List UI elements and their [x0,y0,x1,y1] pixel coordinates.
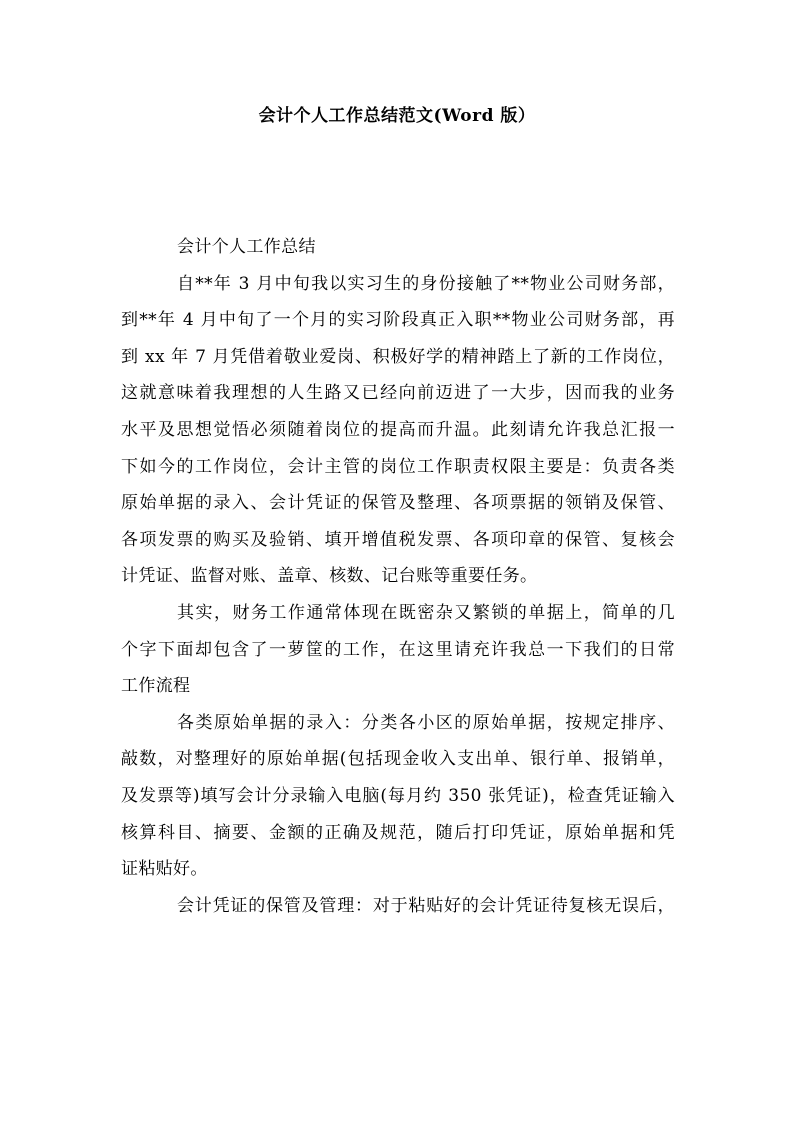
document-body [121,229,675,924]
paragraph-line: 个字下面却包含了一萝筐的工作，在这里请充许我总一下我们的日常 [121,639,675,660]
document-title: 会计个人工作总结范文(Word 版） [258,106,536,126]
paragraph-line: 自**年 3 月中旬我以实习生的身份接触了**物业公司财务部， [177,273,675,294]
paragraph-line: 水平及思想觉悟必须随着岗位的提高而升温。此刻请允许我总汇报一 [121,419,675,440]
paragraph-line: 各类原始单据的录入：分类各小区的原始单据，按规定排序、 [177,712,675,733]
paragraph-line: 证粘贴好。 [121,859,208,880]
paragraph-line: 这就意味着我理想的人生路又已经向前迈进了一大步，因而我的业务 [121,383,675,404]
paragraph-line: 敲数，对整理好的原始单据(包括现金收入支出单、银行单、报销单， [121,749,675,770]
paragraph-line: 工作流程 [121,676,191,697]
paragraph-line: 原始单据的录入、会计凭证的保管及整理、各项票据的领销及保管、 [121,493,675,514]
paragraph-line: 下如今的工作岗位，会计主管的岗位工作职责权限主要是：负责各类 [121,456,675,477]
paragraph-line: 会计凭证的保管及管理：对于粘贴好的会计凭证待复核无误后， [177,895,675,916]
paragraph-line: 计凭证、监督对账、盖章、核数、记台账等重要任务。 [121,566,538,587]
paragraph-line: 其实，财务工作通常体现在既密杂又繁锁的单据上，简单的几 [177,602,675,623]
paragraph-line: 到 xx 年 7 月凭借着敬业爱岗、积极好学的精神踏上了新的工作岗位， [121,346,675,367]
paragraph-line: 各项发票的购买及验销、填开增值税发票、各项印章的保管、复核会 [121,529,675,550]
section-heading: 会计个人工作总结 [177,237,316,257]
paragraph-line: 到**年 4 月中旬了一个月的实习阶段真正入职**物业公司财务部，再 [121,310,675,331]
paragraph-line: 核算科目、摘要、金额的正确及规范，随后打印凭证，原始单据和凭 [121,822,675,843]
paragraph-line: 及发票等)填写会计分录输入电脑(每月约 350 张凭证)，检查凭证输入 [121,785,675,806]
